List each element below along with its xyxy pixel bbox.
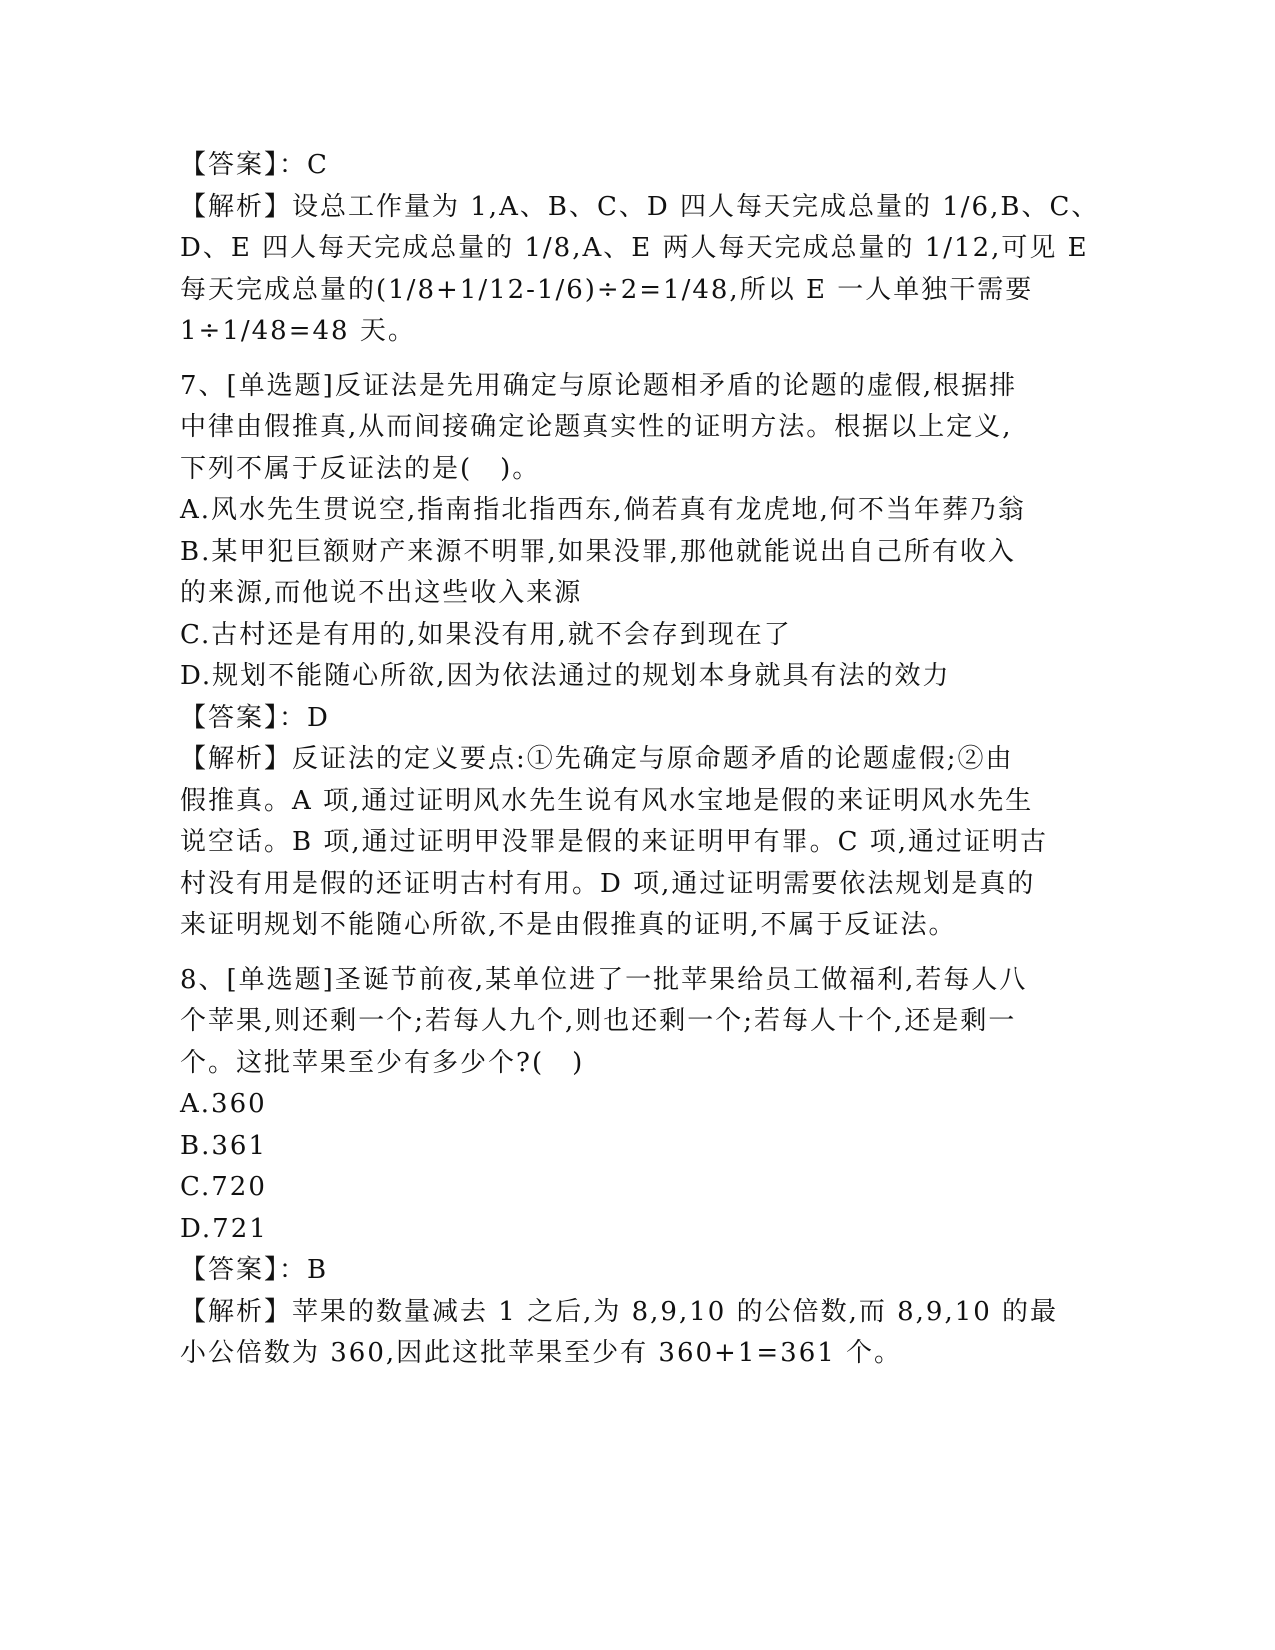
option-line: B.361 [180,1130,267,1161]
option-line: A.360 [180,1089,267,1119]
answer-block [180,145,1060,187]
analysis-line: 村没有用是假的还证明古村有用。D 项,通过证明需要依法规划是真的 [180,868,1036,899]
options-block [180,1084,1060,1250]
question-line: 中律由假推真,从而间接确定论题真实性的证明方法。根据以上定义, [180,412,1013,442]
question-line: 个。这批苹果至少有多少个?( ) [180,1047,585,1078]
question-line: 个苹果,则还剩一个;若每人九个,则也还剩一个;若每人十个,还是剩一 [180,1006,1017,1036]
answer-block [180,698,1060,740]
option-line: B.某甲犯巨额财产来源不明罪,如果没罪,那他就能说出自己所有收入 [180,536,1016,567]
answer-line: 【答案】：D [180,702,330,733]
option-line: D.721 [180,1213,268,1244]
analysis-block [180,739,1060,947]
analysis-line: 每天完成总量的(1/8+1/12-1/6)÷2=1/48,所以 E 一人单独干需要 [180,274,1034,305]
analysis-line: D、E 四人每天完成总量的 1/8,A、E 两人每天完成总量的 1/12,可见 E [180,233,1089,263]
analysis-line: 假推真。A 项,通过证明风水先生说有风水宝地是假的来证明风水先生 [180,785,1034,816]
option-line: 的来源,而他说不出这些收入来源 [180,578,583,608]
answer-line: 【答案】：C [180,150,329,180]
analysis-line: 来证明规划不能随心所欲,不是由假推真的证明,不属于反证法。 [180,910,957,940]
option-line: A.风水先生贯说空,指南指北指西东,倘若真有龙虎地,何不当年葬乃翁 [180,495,1026,525]
analysis-line: 说空话。B 项,通过证明甲没罪是假的来证明甲有罪。C 项,通过证明古 [180,827,1049,857]
options-block [180,490,1060,698]
question-block [180,366,1060,491]
analysis-block [180,1292,1060,1375]
option-line: C.古村还是有用的,如果没有用,就不会存到现在了 [180,619,792,650]
option-line: C.720 [180,1172,267,1202]
analysis-line: 小公倍数为 360,因此这批苹果至少有 360+1=361 个。 [180,1338,903,1368]
question-block [180,960,1060,1085]
question-line: 7、[单选题]反证法是先用确定与原论题相矛盾的论题的虚假,根据排 [180,370,1018,401]
analysis-block [180,187,1100,353]
document-content [180,145,1100,1375]
answer-block [180,1250,1060,1292]
analysis-line: 【解析】反证法的定义要点:①先确定与原命题矛盾的论题虚假;②由 [180,744,1014,774]
question-line: 下列不属于反证法的是( )。 [180,453,541,484]
analysis-line: 【解析】苹果的数量减去 1 之后,为 8,9,10 的公倍数,而 8,9,10 的最 [180,1296,1059,1327]
analysis-line: 1÷1/48=48 天。 [180,316,416,346]
answer-line: 【答案】：B [180,1255,329,1285]
question-line: 8、[单选题]圣诞节前夜,某单位进了一批苹果给员工做福利,若每人八 [180,964,1028,995]
analysis-line: 【解析】设总工作量为 1,A、B、C、D 四人每天完成总量的 1/6,B、C、 [180,191,1100,222]
option-line: D.规划不能随心所欲,因为依法通过的规划本身就具有法的效力 [180,661,951,691]
